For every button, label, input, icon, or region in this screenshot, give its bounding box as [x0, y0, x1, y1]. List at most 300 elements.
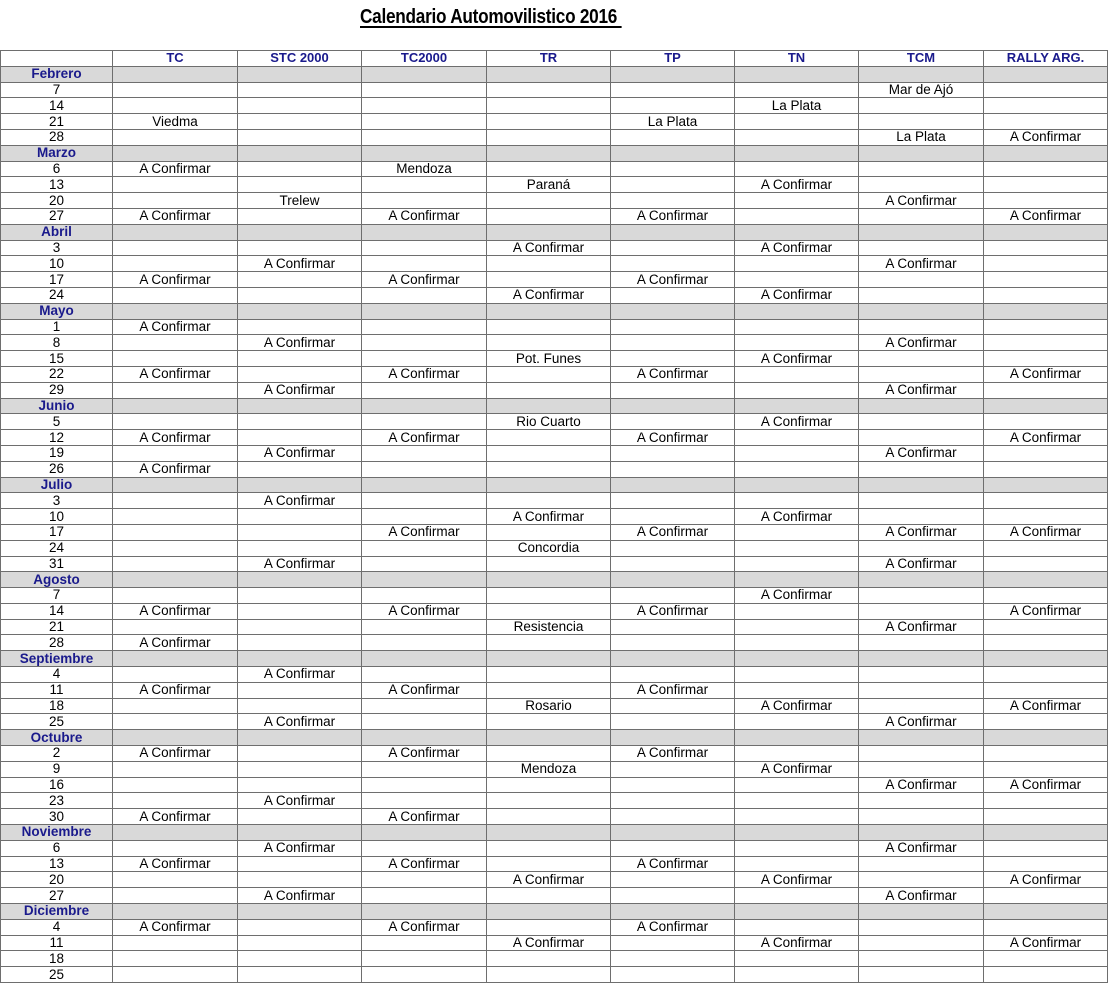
month-header-cell — [113, 572, 238, 588]
month-header-cell — [611, 730, 735, 746]
day-cell: 23 — [1, 793, 113, 809]
event-cell — [362, 319, 487, 335]
table-row — [1, 319, 1108, 335]
event-cell — [611, 256, 735, 272]
event-cell: A Confirmar — [238, 840, 362, 856]
event-cell — [113, 177, 238, 193]
event-cell — [362, 114, 487, 130]
column-header: TCM — [859, 51, 984, 67]
month-header-cell — [611, 477, 735, 493]
event-cell — [113, 556, 238, 572]
day-cell: 20 — [1, 193, 113, 209]
table-row — [1, 114, 1108, 130]
day-cell: 12 — [1, 430, 113, 446]
event-cell — [487, 556, 611, 572]
event-cell: A Confirmar — [735, 177, 859, 193]
event-cell: A Confirmar — [113, 809, 238, 825]
day-cell: 21 — [1, 114, 113, 130]
event-cell — [487, 524, 611, 540]
event-cell — [487, 382, 611, 398]
table-row — [1, 777, 1108, 793]
month-header-cell — [113, 224, 238, 240]
event-cell — [362, 193, 487, 209]
event-cell — [984, 714, 1108, 730]
event-cell — [238, 682, 362, 698]
event-cell — [238, 540, 362, 556]
event-cell — [238, 919, 362, 935]
month-header-cell — [362, 145, 487, 161]
event-cell — [238, 430, 362, 446]
event-cell — [984, 556, 1108, 572]
event-cell — [113, 414, 238, 430]
day-cell: 10 — [1, 256, 113, 272]
event-cell — [362, 714, 487, 730]
event-cell — [735, 619, 859, 635]
event-cell — [859, 588, 984, 604]
event-cell — [859, 761, 984, 777]
event-cell — [611, 888, 735, 904]
event-cell: A Confirmar — [113, 208, 238, 224]
event-cell — [113, 98, 238, 114]
event-cell — [611, 809, 735, 825]
month-header-row — [1, 66, 1108, 82]
event-cell — [611, 951, 735, 967]
event-cell — [487, 603, 611, 619]
month-header-row — [1, 730, 1108, 746]
event-cell — [362, 556, 487, 572]
month-name: Noviembre — [1, 825, 113, 841]
event-cell: A Confirmar — [113, 746, 238, 762]
event-cell: A Confirmar — [984, 430, 1108, 446]
event-cell: A Confirmar — [238, 335, 362, 351]
event-cell: A Confirmar — [735, 761, 859, 777]
month-header-cell — [487, 398, 611, 414]
day-cell: 15 — [1, 351, 113, 367]
event-cell: A Confirmar — [362, 366, 487, 382]
column-header: STC 2000 — [238, 51, 362, 67]
table-row — [1, 272, 1108, 288]
day-cell: 21 — [1, 619, 113, 635]
month-name: Agosto — [1, 572, 113, 588]
event-cell: A Confirmar — [611, 919, 735, 935]
day-cell: 29 — [1, 382, 113, 398]
event-cell — [984, 619, 1108, 635]
month-header-cell — [238, 303, 362, 319]
event-cell — [611, 335, 735, 351]
event-cell — [984, 635, 1108, 651]
month-header-cell — [984, 224, 1108, 240]
event-cell — [984, 256, 1108, 272]
event-cell — [735, 809, 859, 825]
event-cell: A Confirmar — [362, 272, 487, 288]
day-cell: 9 — [1, 761, 113, 777]
event-cell — [362, 82, 487, 98]
event-cell: A Confirmar — [984, 872, 1108, 888]
event-cell — [735, 682, 859, 698]
month-header-cell — [362, 477, 487, 493]
event-cell: A Confirmar — [238, 382, 362, 398]
event-cell — [735, 114, 859, 130]
table-row — [1, 366, 1108, 382]
event-cell: A Confirmar — [113, 461, 238, 477]
event-cell — [238, 698, 362, 714]
event-cell — [735, 856, 859, 872]
event-cell: La Plata — [859, 129, 984, 145]
day-cell: 3 — [1, 493, 113, 509]
event-cell — [113, 840, 238, 856]
table-row — [1, 588, 1108, 604]
event-cell: A Confirmar — [362, 856, 487, 872]
event-cell — [735, 556, 859, 572]
day-cell: 13 — [1, 856, 113, 872]
event-cell — [238, 935, 362, 951]
event-cell: Paraná — [487, 177, 611, 193]
event-cell — [859, 919, 984, 935]
month-header-cell — [487, 477, 611, 493]
table-row — [1, 746, 1108, 762]
event-cell — [735, 967, 859, 983]
event-cell — [859, 809, 984, 825]
event-cell — [487, 208, 611, 224]
event-cell — [859, 509, 984, 525]
day-cell: 17 — [1, 524, 113, 540]
event-cell: A Confirmar — [859, 556, 984, 572]
event-cell — [735, 746, 859, 762]
event-cell — [735, 888, 859, 904]
event-cell: Concordia — [487, 540, 611, 556]
month-header-cell — [735, 66, 859, 82]
month-name: Julio — [1, 477, 113, 493]
month-header-cell — [984, 904, 1108, 920]
event-cell — [611, 177, 735, 193]
month-header-cell — [113, 651, 238, 667]
event-cell — [984, 540, 1108, 556]
event-cell — [984, 856, 1108, 872]
event-cell — [611, 414, 735, 430]
event-cell — [487, 793, 611, 809]
event-cell — [984, 919, 1108, 935]
month-header-cell — [362, 572, 487, 588]
event-cell — [984, 967, 1108, 983]
event-cell: A Confirmar — [984, 129, 1108, 145]
event-cell — [238, 129, 362, 145]
event-cell — [984, 493, 1108, 509]
event-cell: A Confirmar — [859, 777, 984, 793]
month-header-cell — [984, 145, 1108, 161]
event-cell — [487, 967, 611, 983]
event-cell — [113, 761, 238, 777]
table-row — [1, 208, 1108, 224]
table-row — [1, 493, 1108, 509]
event-cell — [238, 208, 362, 224]
month-header-row — [1, 825, 1108, 841]
event-cell: Pot. Funes — [487, 351, 611, 367]
table-row — [1, 714, 1108, 730]
event-cell — [487, 272, 611, 288]
event-cell — [859, 667, 984, 683]
event-cell — [238, 177, 362, 193]
event-cell — [113, 256, 238, 272]
day-cell: 27 — [1, 888, 113, 904]
event-cell — [735, 129, 859, 145]
month-header-cell — [735, 904, 859, 920]
event-cell — [859, 635, 984, 651]
event-cell — [984, 809, 1108, 825]
event-cell — [735, 461, 859, 477]
event-cell — [859, 856, 984, 872]
event-cell: A Confirmar — [113, 919, 238, 935]
event-cell — [859, 240, 984, 256]
event-cell — [611, 840, 735, 856]
month-header-cell — [487, 66, 611, 82]
event-cell: A Confirmar — [859, 840, 984, 856]
month-header-cell — [113, 825, 238, 841]
event-cell — [362, 935, 487, 951]
event-cell — [487, 919, 611, 935]
event-cell — [611, 935, 735, 951]
event-cell — [735, 272, 859, 288]
day-cell: 11 — [1, 682, 113, 698]
event-cell — [113, 888, 238, 904]
table-row — [1, 414, 1108, 430]
month-name: Septiembre — [1, 651, 113, 667]
month-header-cell — [362, 398, 487, 414]
event-cell: A Confirmar — [362, 682, 487, 698]
month-name: Junio — [1, 398, 113, 414]
event-cell — [859, 414, 984, 430]
event-cell: A Confirmar — [362, 809, 487, 825]
month-header-row — [1, 224, 1108, 240]
event-cell — [362, 793, 487, 809]
event-cell — [984, 682, 1108, 698]
day-cell: 22 — [1, 366, 113, 382]
month-header-cell — [113, 730, 238, 746]
event-cell — [238, 746, 362, 762]
event-cell: A Confirmar — [984, 603, 1108, 619]
event-cell — [238, 287, 362, 303]
event-cell — [487, 856, 611, 872]
month-header-cell — [735, 651, 859, 667]
table-row — [1, 540, 1108, 556]
table-row — [1, 667, 1108, 683]
event-cell — [113, 935, 238, 951]
month-header-cell — [113, 66, 238, 82]
event-cell — [113, 445, 238, 461]
event-cell — [238, 635, 362, 651]
event-cell: A Confirmar — [859, 382, 984, 398]
table-row — [1, 287, 1108, 303]
event-cell: A Confirmar — [859, 888, 984, 904]
event-cell — [984, 161, 1108, 177]
event-cell — [487, 840, 611, 856]
month-header-cell — [735, 825, 859, 841]
event-cell — [238, 872, 362, 888]
event-cell: Viedma — [113, 114, 238, 130]
table-row — [1, 935, 1108, 951]
event-cell — [735, 319, 859, 335]
event-cell — [362, 967, 487, 983]
event-cell — [859, 366, 984, 382]
event-cell — [984, 287, 1108, 303]
event-cell — [611, 98, 735, 114]
event-cell: A Confirmar — [238, 445, 362, 461]
event-cell — [611, 667, 735, 683]
event-cell — [487, 951, 611, 967]
month-header-cell — [859, 572, 984, 588]
event-cell — [113, 588, 238, 604]
table-row — [1, 888, 1108, 904]
month-header-cell — [487, 904, 611, 920]
table-row — [1, 177, 1108, 193]
event-cell: Resistencia — [487, 619, 611, 635]
event-cell — [362, 351, 487, 367]
event-cell — [487, 682, 611, 698]
day-cell: 18 — [1, 951, 113, 967]
event-cell — [735, 366, 859, 382]
event-cell — [984, 840, 1108, 856]
table-row — [1, 351, 1108, 367]
table-row — [1, 840, 1108, 856]
event-cell — [362, 287, 487, 303]
event-cell — [238, 461, 362, 477]
event-cell — [984, 588, 1108, 604]
month-header-cell — [487, 145, 611, 161]
event-cell — [984, 177, 1108, 193]
month-header-cell — [859, 825, 984, 841]
event-cell — [859, 603, 984, 619]
header-corner — [1, 51, 113, 67]
event-cell — [859, 287, 984, 303]
event-cell — [113, 714, 238, 730]
event-cell: A Confirmar — [238, 714, 362, 730]
day-cell: 2 — [1, 746, 113, 762]
table-row — [1, 161, 1108, 177]
event-cell — [487, 493, 611, 509]
month-name: Febrero — [1, 66, 113, 82]
event-cell — [611, 161, 735, 177]
event-cell: A Confirmar — [238, 888, 362, 904]
event-cell — [859, 698, 984, 714]
table-row — [1, 919, 1108, 935]
event-cell — [113, 382, 238, 398]
event-cell — [859, 746, 984, 762]
event-cell — [611, 319, 735, 335]
month-header-cell — [859, 651, 984, 667]
day-cell: 25 — [1, 714, 113, 730]
event-cell — [984, 82, 1108, 98]
event-cell — [113, 129, 238, 145]
event-cell — [238, 524, 362, 540]
event-cell — [487, 366, 611, 382]
event-cell — [984, 761, 1108, 777]
month-header-cell — [238, 904, 362, 920]
event-cell: Rio Cuarto — [487, 414, 611, 430]
event-cell — [362, 635, 487, 651]
day-cell: 13 — [1, 177, 113, 193]
month-header-cell — [362, 651, 487, 667]
event-cell — [984, 461, 1108, 477]
event-cell — [859, 114, 984, 130]
column-header: TC — [113, 51, 238, 67]
month-header-cell — [611, 904, 735, 920]
event-cell: A Confirmar — [859, 193, 984, 209]
event-cell — [362, 588, 487, 604]
event-cell: A Confirmar — [611, 366, 735, 382]
event-cell — [238, 272, 362, 288]
event-cell — [487, 256, 611, 272]
month-header-cell — [611, 303, 735, 319]
event-cell: A Confirmar — [611, 524, 735, 540]
event-cell — [487, 193, 611, 209]
event-cell — [362, 335, 487, 351]
event-cell — [611, 588, 735, 604]
month-header-cell — [735, 398, 859, 414]
event-cell — [735, 493, 859, 509]
month-header-cell — [238, 398, 362, 414]
month-header-cell — [238, 572, 362, 588]
table-row — [1, 556, 1108, 572]
event-cell — [113, 193, 238, 209]
event-cell — [487, 714, 611, 730]
event-cell — [611, 287, 735, 303]
event-cell — [984, 509, 1108, 525]
event-cell — [859, 967, 984, 983]
event-cell — [238, 82, 362, 98]
event-cell — [859, 430, 984, 446]
event-cell: A Confirmar — [735, 351, 859, 367]
event-cell — [362, 777, 487, 793]
month-header-cell — [362, 66, 487, 82]
event-cell — [362, 129, 487, 145]
event-cell — [362, 98, 487, 114]
event-cell: A Confirmar — [238, 667, 362, 683]
event-cell — [362, 414, 487, 430]
event-cell — [984, 240, 1108, 256]
table-row — [1, 761, 1108, 777]
month-header-cell — [859, 398, 984, 414]
event-cell: A Confirmar — [113, 161, 238, 177]
day-cell: 7 — [1, 588, 113, 604]
event-cell — [113, 872, 238, 888]
month-header-cell — [238, 477, 362, 493]
month-header-row — [1, 477, 1108, 493]
event-cell — [984, 445, 1108, 461]
month-header-cell — [859, 145, 984, 161]
month-name: Diciembre — [1, 904, 113, 920]
day-cell: 18 — [1, 698, 113, 714]
event-cell: A Confirmar — [735, 935, 859, 951]
day-cell: 25 — [1, 967, 113, 983]
event-cell: A Confirmar — [611, 430, 735, 446]
event-cell: A Confirmar — [487, 509, 611, 525]
month-header-cell — [113, 477, 238, 493]
event-cell — [362, 951, 487, 967]
event-cell — [984, 793, 1108, 809]
page-title: Calendario Automovilistico 2016 — [360, 6, 622, 28]
table-row — [1, 524, 1108, 540]
event-cell — [113, 524, 238, 540]
month-header-cell — [611, 825, 735, 841]
table-row — [1, 682, 1108, 698]
event-cell — [487, 777, 611, 793]
event-cell — [238, 414, 362, 430]
event-cell: A Confirmar — [362, 208, 487, 224]
day-cell: 1 — [1, 319, 113, 335]
event-cell — [238, 856, 362, 872]
day-cell: 28 — [1, 635, 113, 651]
month-header-cell — [859, 66, 984, 82]
event-cell — [859, 461, 984, 477]
